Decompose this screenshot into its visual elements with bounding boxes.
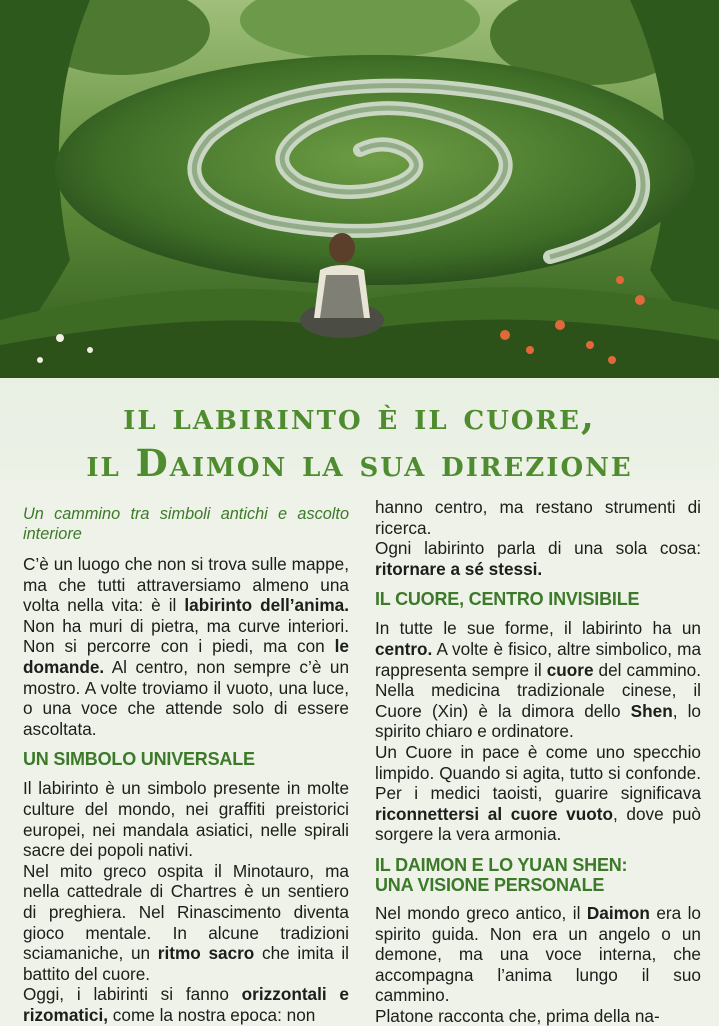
paragraph-heart-2: Un Cuore in pace è come uno specchio limpido. Quando si agita, tutto si confonde. Per i medici taoisti, guarire significava riconnettersi al cuore vuoto, dove può sorgere la vera armonia. [375,741,701,845]
article-title [0,378,719,496]
left-column [23,496,349,1025]
title-line-1: il labirinto è il cuore, [123,394,596,438]
paragraph-heart-1: In tutte le sue forme, il labirinto ha un centro. A volte è fisico, altre simbolico, ma rappresenta sempre il cuore del cammino. Nella medicina tradizionale cinese, il Cuore (Xin) è la dimora dello Shen, lo spirito chiaro e ordinatore. [375,618,701,742]
section-heading-heart: IL CUORE, CENTRO INVISIBILE [375,589,640,610]
paragraph-daimon-2: Platone racconta che, prima della na- [375,1005,660,1026]
title-line-2: il Daimon la sua direzione [86,441,633,485]
hero-image [0,0,719,378]
labyrinth-garden-illustration [0,0,719,378]
paragraph-return: Ogni labirinto parla di una sola cosa: ritornare a sé stessi. [375,538,701,579]
section-heading-universal: UN SIMBOLO UNIVERSALE [23,749,255,770]
paragraph-universal-3: Oggi, i labirinti si fanno orizzontali e rizomatici, come la nostra epoca: non [23,984,349,1025]
paragraph-daimon-1: Nel mondo greco antico, il Daimon era lo spirito guida. Non era un angelo o un demone, ma una voce interna, che accompagna l’anima lungo il suo cammino. [375,902,701,1006]
intro-paragraph: C’è un luogo che non si trova sulle mappe, ma che tutti attraversiamo almeno una volta nella vita: è il labirinto dell’anima. Non ha muri di pietra, ma curve interiori. Non si percorre con i piedi, ma con le domande. Al centro, non sempre c’è un mostro. A volte troviamo il vuoto, una luce, o una voce che attende solo di essere ascoltata. [23,554,349,739]
right-column [375,496,701,1026]
paragraph-universal-2: Nel mito greco ospita il Minotauro, ma nella cattedrale di Chartres è un sentiero di preghiera. Nel Rinascimento diventa gioco mentale. In alcune tradizioni sciamaniche, un ritmo sacro che imita il battito del cuore. [23,860,349,984]
article-subtitle: Un cammino tra simboli antichi e ascolto interiore [23,505,349,543]
paragraph-universal-1: Il labirinto è un simbolo presente in molte culture del mondo, nei graffiti preistorici europei, nei mandala asiatici, nelle spirali sacre dei popoli nativi. [23,778,349,861]
paragraph-continued: hanno centro, ma restano strumenti di ricerca. [375,497,701,538]
section-heading-daimon: IL DAIMON E LO YUAN SHEN: UNA VISIONE PERSONALE [375,854,628,895]
